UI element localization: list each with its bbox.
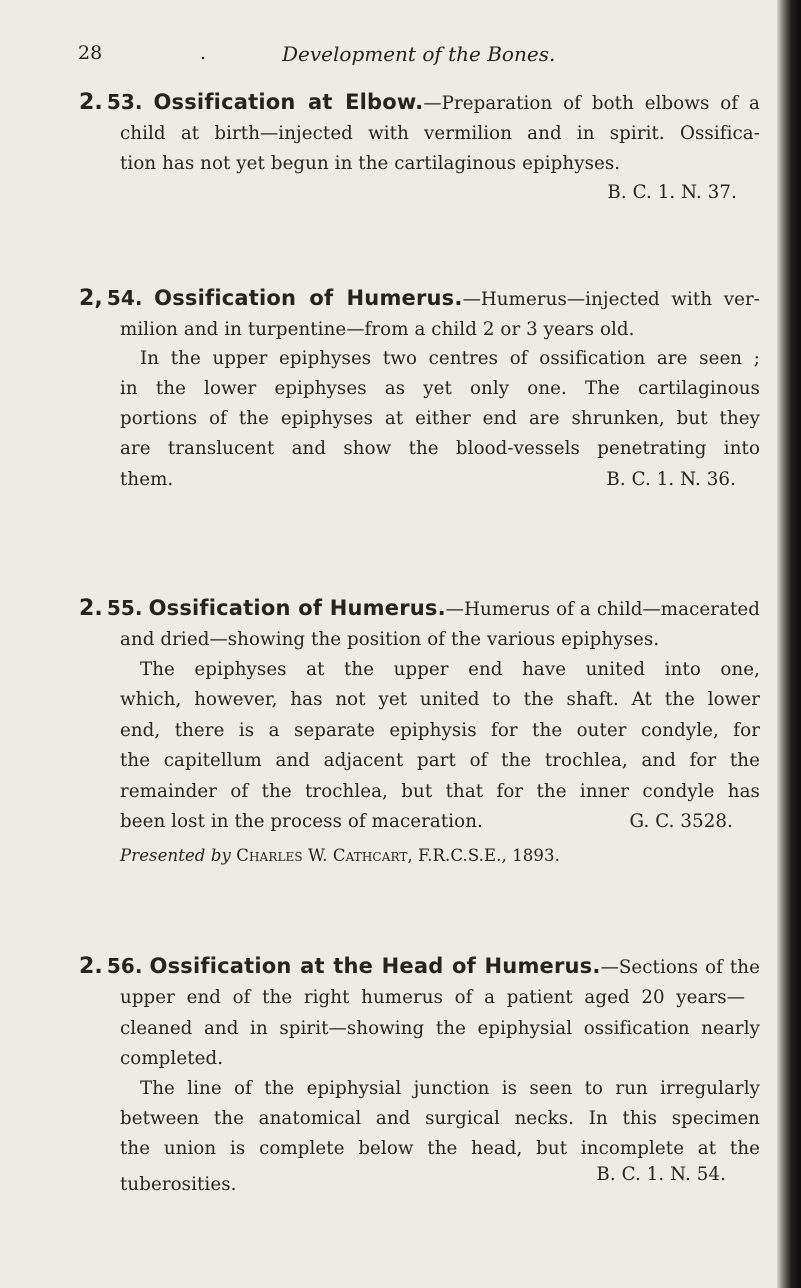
entry-subnumber: 55. [106,596,143,620]
entry-line: cleaned and in spirit—showing the epiphysial ossification nearly [120,1018,760,1039]
entry-line: The epiphyses at the upper end have united into one, [140,659,760,680]
entry-line: been lost in the process of maceration. [120,811,483,832]
entry-line: —Preparation of both elbows of a [423,93,760,114]
entry-reference: B. C. 1. N. 36. [606,469,736,490]
entry-line: completed. [120,1048,224,1069]
entry-line: —Humerus—injected with ver- [462,289,760,310]
entry-line: which, however, has not yet united to the shaft. At the lower [120,689,760,710]
entry-subnumber: 56. [106,954,143,978]
entry-line: milion and in turpentine—from a child 2 or 3 years old. [120,319,635,340]
entry-line: tion has not yet begun in the cartilaginous epiphyses. [120,153,621,174]
presenter-name: Charles W. Cathcart, F.R.C.S.E., 1893. [236,846,560,865]
entry-first-line [79,952,760,982]
entry-line: end, there is a separate epiphysis for the outer condyle, for [120,720,760,741]
entry-line: child at birth—injected with vermilion and in spirit. Ossifica- [120,123,760,144]
entry-number: 2. [79,954,103,979]
entry-line: are translucent and show the blood-vessels penetrating into [120,438,760,459]
entry-line: tuberosities. [120,1174,237,1195]
entry-reference: G. C. 3528. [629,811,733,832]
presented-by-label: Presented by [120,846,231,865]
header-separator: . [200,42,207,64]
entry-first-line [79,88,760,118]
entry-line: the capitellum and adjacent part of the trochlea, and for the [120,750,760,771]
entry-reference: B. C. 1. N. 54. [596,1164,726,1185]
presented-by-line [120,841,760,870]
book-binding-edge [777,0,801,1288]
entry-number: 2. [79,596,103,621]
entry-title: Ossification at Elbow. [153,90,424,114]
entry-line: the union is complete below the head, but incomplete at the [120,1138,760,1159]
entry-subnumber: 54. [106,286,143,310]
entry-number: 2, [79,286,103,311]
entry-line: remainder of the trochlea, but that for the inner condyle has [120,781,760,802]
entry-line: portions of the epiphyses at either end are shrunken, but they [120,408,760,429]
entry-line: —Humerus of a child—macerated [445,599,760,620]
entry-subnumber: 53. [106,90,143,114]
running-title: Development of the Bones. [282,42,556,66]
entry-number: 2. [79,90,103,115]
entry-first-line [79,594,760,624]
entry-line: between the anatomical and surgical necks. In this specimen [120,1108,760,1129]
page-number: 28 [78,42,103,64]
page-header [78,42,761,68]
entry-title: Ossification of Humerus. [148,596,446,620]
entry-line: them. [120,469,174,490]
entry-reference: B. C. 1. N. 37. [607,182,737,203]
entry-line: and dried—showing the position of the various epiphyses. [120,629,660,650]
entry-line: in the lower epiphyses as yet only one. The cartilaginous [120,378,760,399]
entry-title: Ossification of Humerus. [154,286,463,310]
entry-title: Ossification at the Head of Humerus. [149,954,601,978]
entry-line: The line of the epiphysial junction is seen to run irregularly [140,1078,760,1099]
entry-line: —Sections of the [600,957,760,978]
entry-line: In the upper epiphyses two centres of ossification are seen ; [140,348,760,369]
entry-line: upper end of the right humerus of a patient aged 20 years— [120,987,745,1008]
entry-first-line [79,284,760,314]
